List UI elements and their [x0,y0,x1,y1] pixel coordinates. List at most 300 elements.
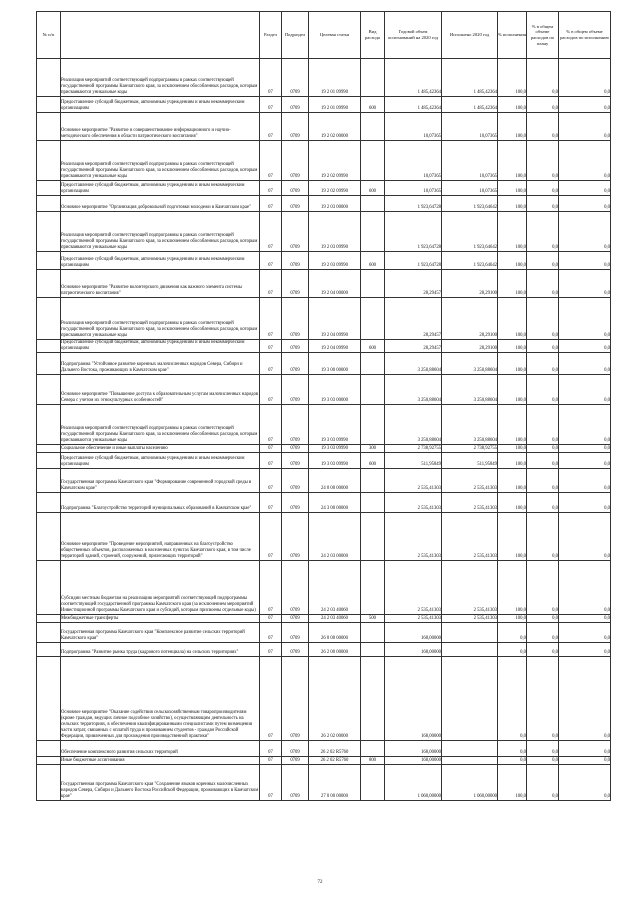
podrazdel-cell: 0709 [282,298,309,340]
item-name: Государственная программа Камчатского края "Комплексное развитие сельских территорий Камчатского края" [61,622,260,642]
vid-cell [361,352,385,374]
plan-cell: 3 250,88604 [385,352,442,374]
razdel-cell: 07 [260,560,282,614]
share-plan-cell: 0,0 [527,492,559,512]
fact-cell: 3 250,88604 [442,404,498,444]
razdel-cell: 07 [260,212,282,252]
podrazdel-cell: 0709 [282,196,309,212]
pct-cell: 100,0 [498,352,527,374]
razdel-cell: 07 [260,59,282,97]
num-cell [37,452,61,468]
razdel-cell: 07 [260,764,282,800]
podrazdel-cell: 0709 [282,622,309,642]
vid-cell [361,622,385,642]
num-cell [37,642,61,656]
fact-cell: 3 250,88604 [442,374,498,404]
share-plan-cell: 0,0 [527,452,559,468]
celevaya-cell: 26 2 02 00000 [309,656,361,740]
razdel-cell: 07 [260,622,282,642]
share-plan-cell: 0,0 [527,764,559,800]
vid-cell [361,404,385,444]
item-name: Подпрограмма "Развитие рынка труда (кадрового потенциала) на сельских территориях" [61,642,260,656]
podrazdel-cell: 0709 [282,560,309,614]
share-fact-cell: 0,0 [559,492,611,512]
razdel-cell: 07 [260,352,282,374]
pct-cell: 100,0 [498,374,527,404]
num-cell [37,59,61,97]
vid-cell [361,764,385,800]
pct-cell: 100,0 [498,141,527,181]
share-fact-cell: 0,0 [559,374,611,404]
podrazdel-cell: 0709 [282,452,309,468]
pct-cell: 100,0 [498,212,527,252]
item-name: Подпрограмма "Устойчивое развитие коренных малочисленных народов Севера, Сибири и Дальнего Востока, проживающих в Камчатском крае" [61,352,260,374]
share-plan-cell: 0,0 [527,270,559,298]
num-cell [37,468,61,492]
num-cell [37,374,61,404]
share-fact-cell: 0,0 [559,642,611,656]
share-fact-cell: 0,0 [559,340,611,353]
share-fact-cell: 0,0 [559,141,611,181]
share-fact-cell: 0,0 [559,756,611,764]
celevaya-cell: 24 2 03 00000 [309,512,361,560]
razdel-cell: 07 [260,740,282,756]
num-cell [37,756,61,764]
celevaya-cell: 24 0 00 00000 [309,468,361,492]
razdel-cell: 07 [260,374,282,404]
vid-cell [361,642,385,656]
table-row [37,352,611,374]
share-plan-cell: 0,0 [527,181,559,196]
plan-cell: 28,29457 [385,340,442,353]
vid-cell [361,740,385,756]
share-fact-cell: 0,0 [559,622,611,642]
fact-cell: 10,07365 [442,181,498,196]
razdel-cell: 07 [260,756,282,764]
razdel-cell: 07 [260,444,282,452]
fact-cell: 28,29100 [442,270,498,298]
fact-cell: 2 738,92755 [442,444,498,452]
pct-cell: 100,0 [498,340,527,353]
plan-cell: 2 535,41303 [385,492,442,512]
fact-cell: 1 485,42364 [442,97,498,113]
table-row [37,468,611,492]
vid-cell [361,212,385,252]
share-plan-cell: 0,0 [527,113,559,141]
header-pct-total-fact: % в общем объеме расходов по исполнению [559,12,611,59]
podrazdel-cell: 0709 [282,252,309,270]
table-row [37,252,611,270]
item-name: Государственная программа Камчатского края "Сохранение языков коренных малочисленных народов Севера, Сибири и Дальнего Востока Российской Федерации, проживающих в Камчатском крае" [61,764,260,800]
pct-cell: 100,0 [498,113,527,141]
razdel-cell: 07 [260,340,282,353]
table-row [37,404,611,444]
plan-cell: 1 923,64728 [385,212,442,252]
celevaya-cell: 19 2 03 09990 [309,212,361,252]
share-fact-cell: 0,0 [559,452,611,468]
table-row [37,270,611,298]
pct-cell: 0,0 [498,642,527,656]
celevaya-cell: 26 2 02 R5760 [309,740,361,756]
razdel-cell: 07 [260,492,282,512]
num-cell [37,656,61,740]
table-row [37,113,611,141]
razdel-cell: 07 [260,113,282,141]
num-cell [37,764,61,800]
celevaya-cell: 26 2 00 00000 [309,642,361,656]
pct-cell: 100,0 [498,404,527,444]
pct-cell: 100,0 [498,512,527,560]
celevaya-cell: 24 3 00 00000 [309,492,361,512]
pct-cell: 0,0 [498,756,527,764]
table-row [37,97,611,113]
share-plan-cell: 0,0 [527,444,559,452]
podrazdel-cell: 0709 [282,374,309,404]
razdel-cell: 07 [260,270,282,298]
num-cell [37,181,61,196]
share-plan-cell: 0,0 [527,374,559,404]
razdel-cell: 07 [260,468,282,492]
vid-cell [361,374,385,404]
budget-table [36,11,611,801]
table-row [37,298,611,340]
plan-cell: 28,29457 [385,298,442,340]
item-name: Государственная программа Камчатского края "Формирование современной городской среды в Камчатском крае" [61,468,260,492]
fact-cell: 2 535,41303 [442,614,498,622]
share-plan-cell: 0,0 [527,614,559,622]
celevaya-cell: 19 2 03 09990 [309,252,361,270]
plan-cell: 1 923,64728 [385,196,442,212]
share-fact-cell: 0,0 [559,614,611,622]
celevaya-cell: 19 2 02 09990 [309,141,361,181]
celevaya-cell: 19 3 03 00000 [309,374,361,404]
fact-cell: 2 535,41303 [442,468,498,492]
share-plan-cell: 0,0 [527,512,559,560]
plan-cell: 168,00000 [385,622,442,642]
share-plan-cell: 0,0 [527,298,559,340]
pct-cell: 100,0 [498,468,527,492]
num-cell [37,141,61,181]
item-name: Предоставление субсидий бюджетным, автономным учреждениям и иным некоммерческим организациям [61,181,260,196]
plan-cell: 168,00000 [385,756,442,764]
fact-cell: 1 923,64642 [442,212,498,252]
header-celevaya: Целевая статья [309,12,361,59]
plan-cell: 10,07365 [385,113,442,141]
plan-cell: 2 535,41303 [385,468,442,492]
fact-cell: 2 535,41303 [442,512,498,560]
share-fact-cell: 0,0 [559,444,611,452]
table-row [37,141,611,181]
plan-cell: 28,29457 [385,270,442,298]
item-name: Основное мероприятие "Проведение мероприятий, направленных на благоустройство общественных объектов, расположенных в населенных пунктах Камчатского края, в том числе территорий зданий, строений, сооружений, прилегающих территорий" [61,512,260,560]
pct-cell: 100,0 [498,181,527,196]
plan-cell: 511,95849 [385,452,442,468]
pct-cell: 100,0 [498,492,527,512]
celevaya-cell: 19 2 02 00000 [309,113,361,141]
podrazdel-cell: 0709 [282,756,309,764]
vid-cell [361,59,385,97]
share-fact-cell: 0,0 [559,764,611,800]
item-name: Межбюджетные трансферты [61,614,260,622]
num-cell [37,622,61,642]
header-podrazdel: Подраздел [282,12,309,59]
table-body [37,59,611,801]
table-row [37,756,611,764]
plan-cell: 10,07365 [385,181,442,196]
table-row [37,622,611,642]
num-cell [37,340,61,353]
vid-cell: 600 [361,181,385,196]
share-fact-cell: 0,0 [559,656,611,740]
razdel-cell: 07 [260,642,282,656]
item-name: Основное мероприятие "Развитие волонтерского движения как важного элемента системы патриотического воспитания" [61,270,260,298]
pct-cell: 100,0 [498,452,527,468]
celevaya-cell: 24 2 03 40060 [309,560,361,614]
plan-cell: 1 485,42364 [385,59,442,97]
num-cell [37,444,61,452]
share-fact-cell: 0,0 [559,196,611,212]
item-name: Предоставление субсидий бюджетным, автономным учреждениям и иным некоммерческим организациям [61,452,260,468]
vid-cell: 600 [361,340,385,353]
vid-cell [361,512,385,560]
plan-cell: 3 250,88604 [385,374,442,404]
plan-cell: 1 485,42364 [385,97,442,113]
page-number: 72 [317,880,323,885]
share-fact-cell: 0,0 [559,298,611,340]
vid-cell: 600 [361,252,385,270]
fact-cell: 2 535,41303 [442,492,498,512]
share-plan-cell: 0,0 [527,212,559,252]
celevaya-cell: 19 3 03 09990 [309,404,361,444]
podrazdel-cell: 0709 [282,512,309,560]
podrazdel-cell: 0709 [282,492,309,512]
num-cell [37,298,61,340]
razdel-cell: 07 [260,196,282,212]
fact-cell: 511,95849 [442,452,498,468]
razdel-cell: 07 [260,181,282,196]
header-num: № п/п [37,12,61,59]
plan-cell: 1 060,00000 [385,764,442,800]
celevaya-cell: 19 2 02 09990 [309,181,361,196]
razdel-cell: 07 [260,614,282,622]
share-plan-cell: 0,0 [527,340,559,353]
fact-cell: 28,29100 [442,298,498,340]
plan-cell: 168,00000 [385,656,442,740]
num-cell [37,740,61,756]
celevaya-cell: 19 2 04 09990 [309,340,361,353]
header-razdel: Раздел [260,12,282,59]
share-fact-cell: 0,0 [559,59,611,97]
fact-cell: 3 250,88604 [442,352,498,374]
share-fact-cell: 0,0 [559,270,611,298]
podrazdel-cell: 0709 [282,740,309,756]
share-fact-cell: 0,0 [559,404,611,444]
share-plan-cell: 0,0 [527,756,559,764]
share-plan-cell: 0,0 [527,59,559,97]
pct-cell: 100,0 [498,444,527,452]
header-ispolneno: Исполнено 2020 год [442,12,498,59]
fact-cell: 2 535,41303 [442,560,498,614]
podrazdel-cell: 0709 [282,181,309,196]
podrazdel-cell: 0709 [282,97,309,113]
share-plan-cell: 0,0 [527,468,559,492]
podrazdel-cell: 0709 [282,270,309,298]
num-cell [37,404,61,444]
razdel-cell: 07 [260,97,282,113]
share-fact-cell: 0,0 [559,560,611,614]
table-row [37,181,611,196]
share-plan-cell: 0,0 [527,404,559,444]
num-cell [37,97,61,113]
fact-cell: 1 485,42364 [442,59,498,97]
share-plan-cell: 0,0 [527,642,559,656]
header-pct: % исполнения [498,12,527,59]
celevaya-cell: 24 2 03 40060 [309,614,361,622]
share-plan-cell: 0,0 [527,196,559,212]
razdel-cell: 07 [260,404,282,444]
fact-cell: 10,07365 [442,113,498,141]
item-name: Основное мероприятие "Организация добровольной подготовки молодежи в Камчатском крае" [61,196,260,212]
vid-cell: 500 [361,614,385,622]
header-plan: Годовой объем ассигнований на 2020 год [385,12,442,59]
header-name [61,12,260,59]
num-cell [37,212,61,252]
plan-cell: 2 535,41303 [385,560,442,614]
vid-cell: 600 [361,452,385,468]
celevaya-cell: 26 2 02 R5760 [309,756,361,764]
table-row [37,740,611,756]
vid-cell: 800 [361,756,385,764]
share-fact-cell: 0,0 [559,97,611,113]
table-row [37,492,611,512]
item-name: Предоставление субсидий бюджетным, автономным учреждениям и иным некоммерческим организациям [61,97,260,113]
num-cell [37,252,61,270]
item-name: Обеспечение комплексного развития сельских территорий [61,740,260,756]
header-pct-total-plan: % в общем объеме расходов по плану [527,12,559,59]
table-row [37,614,611,622]
table-row [37,560,611,614]
fact-cell: 1 060,00000 [442,764,498,800]
fact-cell [442,740,498,756]
celevaya-cell: 19 2 01 09990 [309,59,361,97]
table-row [37,212,611,252]
table-row [37,452,611,468]
table-row [37,374,611,404]
share-fact-cell: 0,0 [559,352,611,374]
podrazdel-cell: 0709 [282,141,309,181]
vid-cell [361,468,385,492]
item-name: Реализация мероприятий соответствующей подпрограммы в рамках соответствующей государственной программы Камчатского края, за исключением обособленных расходов, которым присваиваются уникальные коды [61,141,260,181]
share-fact-cell: 0,0 [559,212,611,252]
share-plan-cell: 0,0 [527,656,559,740]
share-fact-cell: 0,0 [559,468,611,492]
header-vid: Вид расхода [361,12,385,59]
plan-cell: 10,07365 [385,141,442,181]
podrazdel-cell: 0709 [282,212,309,252]
vid-cell [361,492,385,512]
podrazdel-cell: 0709 [282,614,309,622]
podrazdel-cell: 0709 [282,444,309,452]
table-row [37,764,611,800]
pct-cell: 0,0 [498,740,527,756]
table-row [37,656,611,740]
podrazdel-cell: 0709 [282,59,309,97]
fact-cell [442,642,498,656]
item-name: Предоставление субсидий бюджетным, автономным учреждениям и иным некоммерческим организациям [61,252,260,270]
celevaya-cell: 19 2 01 09990 [309,97,361,113]
fact-cell: 1 923,64642 [442,196,498,212]
plan-cell: 2 535,41303 [385,614,442,622]
share-plan-cell: 0,0 [527,560,559,614]
razdel-cell: 07 [260,252,282,270]
item-name: Иные бюджетные ассигнования [61,756,260,764]
share-plan-cell: 0,0 [527,352,559,374]
num-cell [37,352,61,374]
item-name: Реализация мероприятий соответствующей подпрограммы в рамках соответствующей государственной программы Камчатского края, за исключением обособленных расходов, которым присваиваются уникальные коды [61,404,260,444]
podrazdel-cell: 0709 [282,468,309,492]
table-row [37,444,611,452]
plan-cell: 3 250,88604 [385,404,442,444]
share-fact-cell: 0,0 [559,512,611,560]
item-name: Основное мероприятие "Оказание содействия сельскохозяйственным товаропроизводителям (кроме граждан, ведущих личное подсобное хозяйство), осуществляющим деятельность на сельских территориях, в обеспечении квалифицированными специалистами путем возмещения части затрат, связанных с оплатой труда и проживанием студентов - граждан Российской Федерации, привлеченных для прохождения производственной практики" [61,656,260,740]
plan-cell: 168,00000 [385,740,442,756]
podrazdel-cell: 0709 [282,352,309,374]
item-name: Предоставление субсидий бюджетным, автономным учреждениям и иным некоммерческим организациям [61,340,260,353]
razdel-cell: 07 [260,656,282,740]
fact-cell [442,656,498,740]
share-fact-cell: 0,0 [559,181,611,196]
plan-cell: 1 923,64728 [385,252,442,270]
plan-cell: 168,00000 [385,642,442,656]
razdel-cell: 07 [260,452,282,468]
podrazdel-cell: 0709 [282,656,309,740]
pct-cell: 100,0 [498,764,527,800]
item-name: Субсидии местным бюджетам на реализацию мероприятий соответствующей подпрограммы соответствующей государственной программы Камчатского края (за исключением мероприятий Инвестиционной программы Камчатского края и субсидий, которым присвоены отдельные коды) [61,560,260,614]
item-name: Социальное обеспечение и иные выплаты населению [61,444,260,452]
item-name: Реализация мероприятий соответствующей подпрограммы в рамках соответствующей государственной программы Камчатского края, за исключением обособленных расходов, которым присваиваются уникальные коды [61,59,260,97]
table-row [37,340,611,353]
celevaya-cell: 19 2 03 00000 [309,196,361,212]
podrazdel-cell: 0709 [282,404,309,444]
celevaya-cell: 19 3 00 00000 [309,352,361,374]
vid-cell [361,560,385,614]
num-cell [37,196,61,212]
table-row [37,642,611,656]
fact-cell: 1 923,64642 [442,252,498,270]
podrazdel-cell: 0709 [282,642,309,656]
pct-cell: 100,0 [498,59,527,97]
pct-cell: 100,0 [498,614,527,622]
num-cell [37,492,61,512]
podrazdel-cell: 0709 [282,113,309,141]
share-fact-cell: 0,0 [559,740,611,756]
razdel-cell: 07 [260,512,282,560]
pct-cell: 100,0 [498,252,527,270]
header-row [37,12,611,59]
vid-cell [361,141,385,181]
podrazdel-cell: 0709 [282,764,309,800]
pct-cell: 0,0 [498,656,527,740]
vid-cell [361,656,385,740]
celevaya-cell: 26 0 00 00000 [309,622,361,642]
celevaya-cell: 27 0 00 00000 [309,764,361,800]
table-row [37,59,611,97]
share-plan-cell: 0,0 [527,740,559,756]
fact-cell: 28,29100 [442,340,498,353]
share-plan-cell: 0,0 [527,141,559,181]
vid-cell: 300 [361,444,385,452]
fact-cell: 10,07365 [442,141,498,181]
